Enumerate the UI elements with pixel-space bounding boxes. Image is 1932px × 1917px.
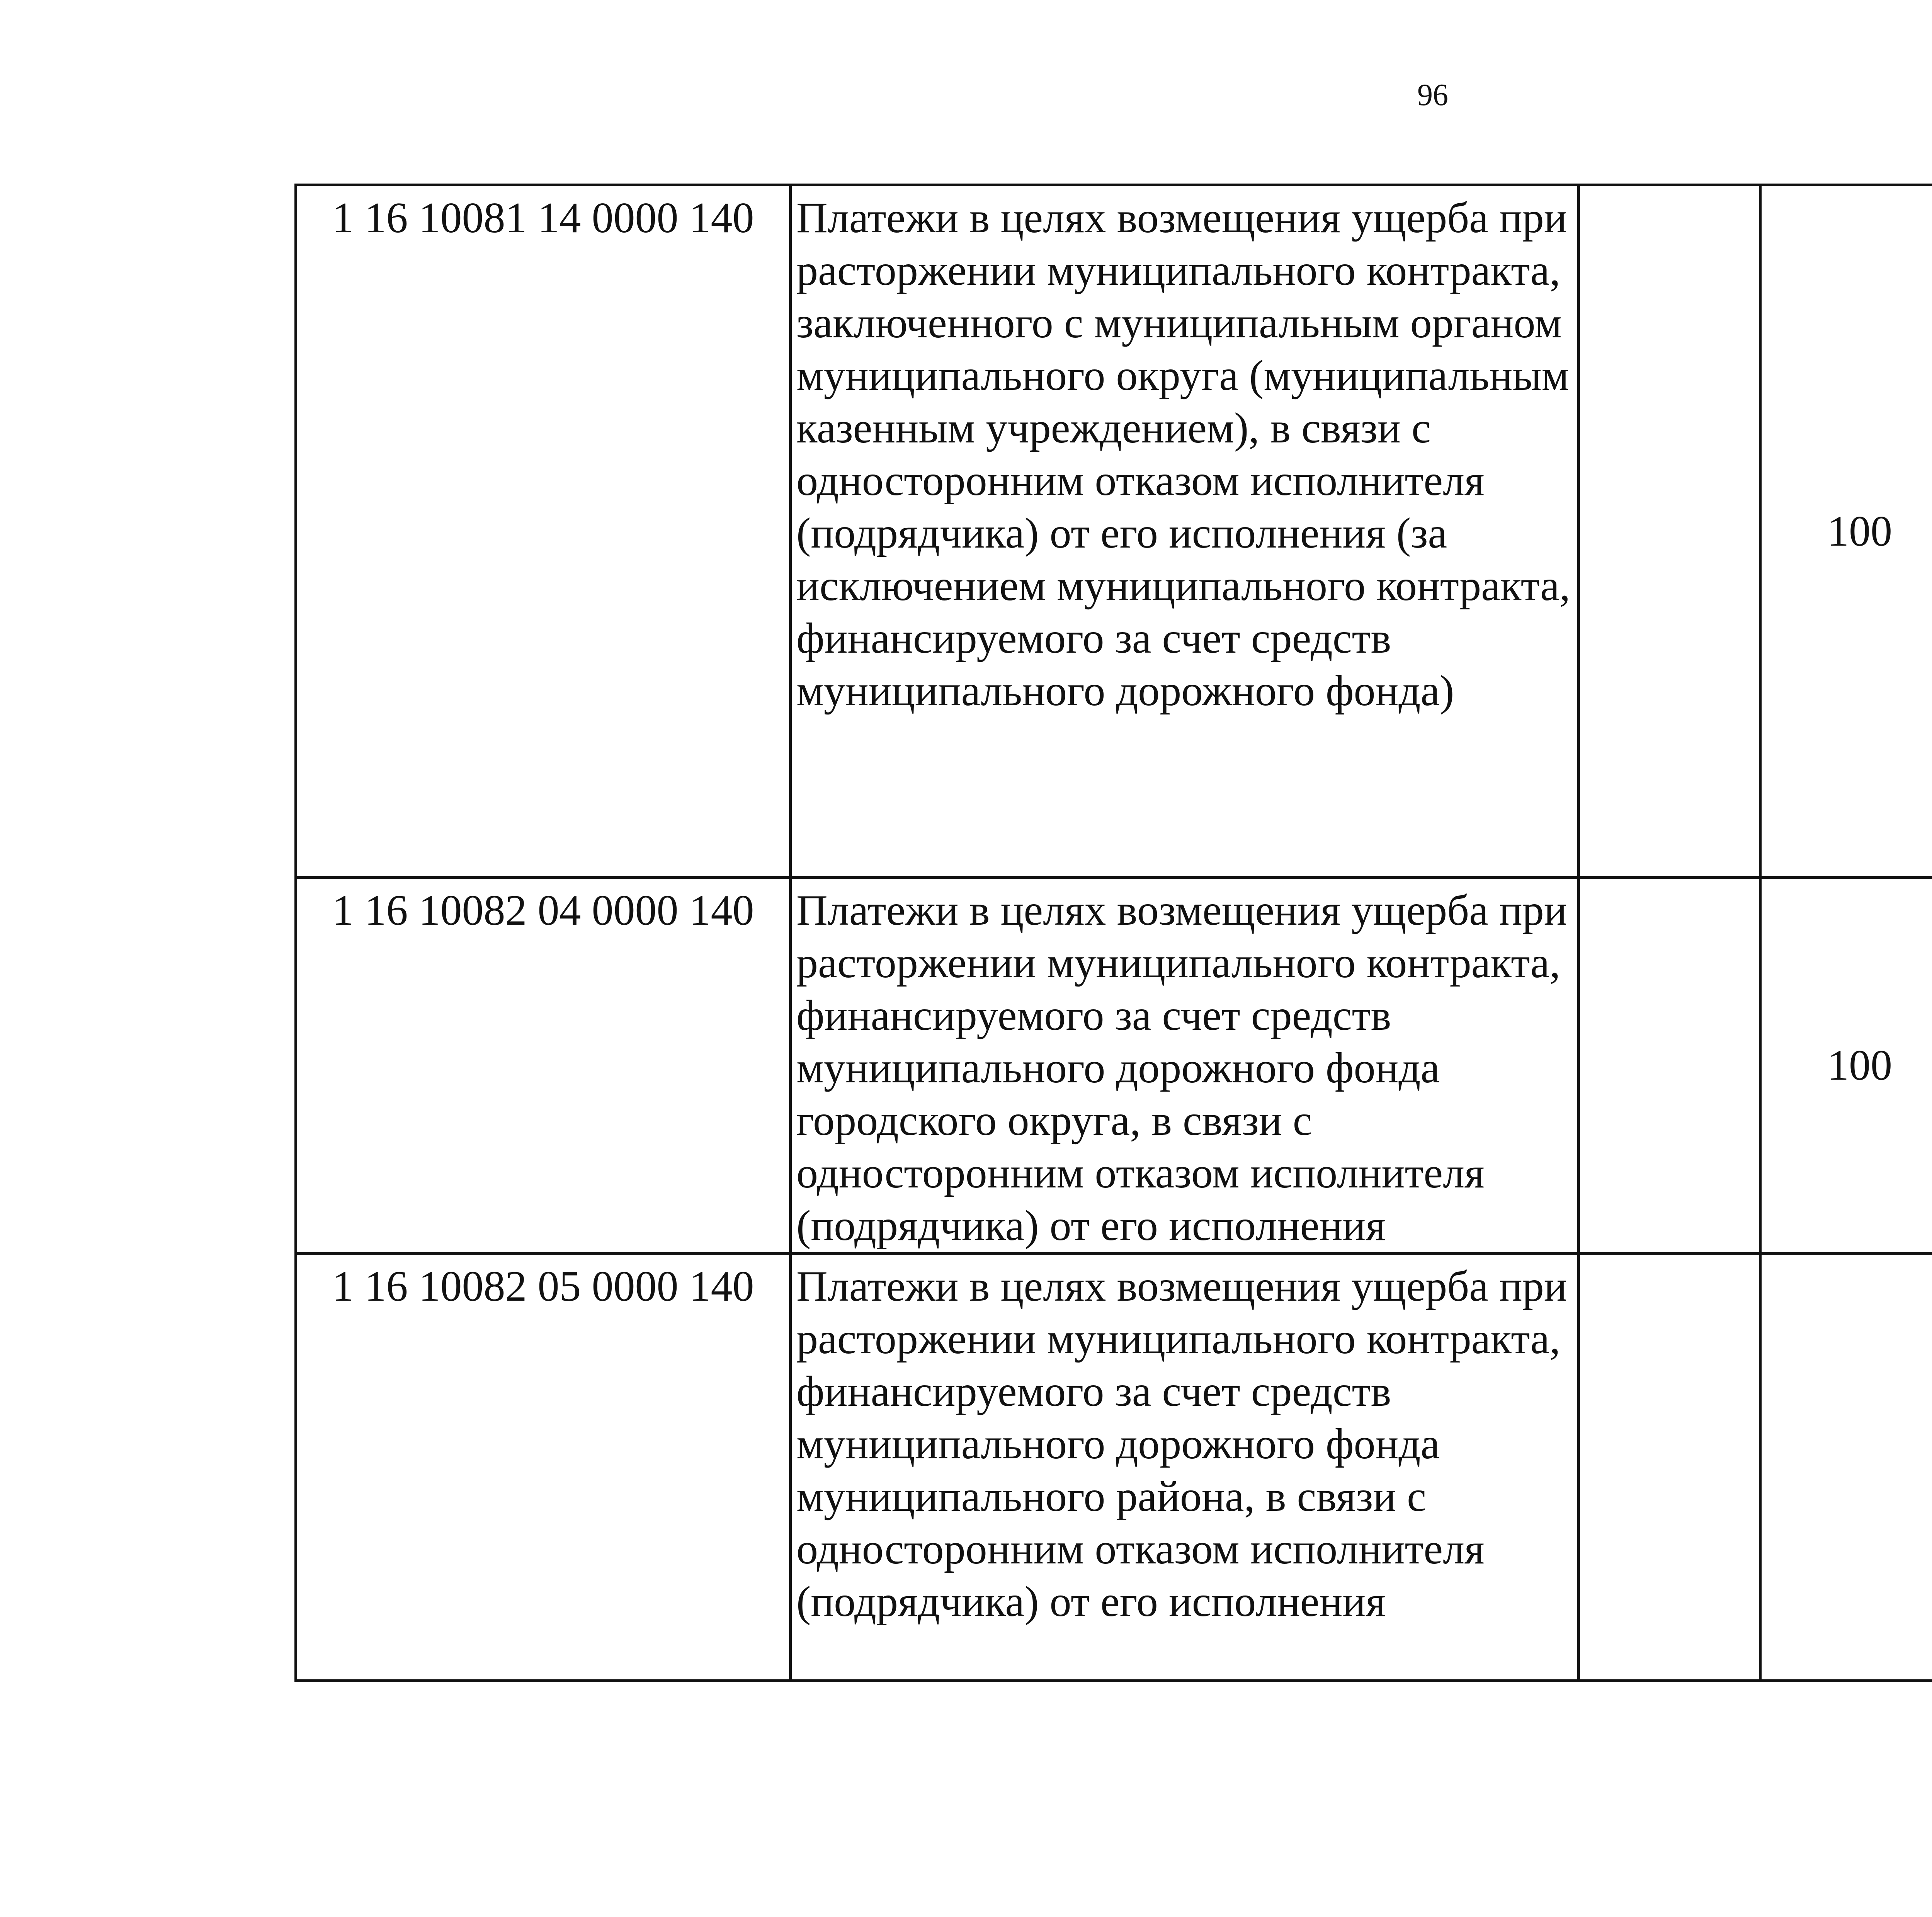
revenue-name-line: Платежи в целях возмещения ущерба при (796, 886, 1567, 934)
revenue-name-line: односторонним отказом исполнителя (796, 1149, 1485, 1197)
revenue-name-line: финансируемого за счет средств (796, 992, 1391, 1039)
revenue-name-line: финансируемого за счет средств (796, 1368, 1391, 1415)
revenue-name-line: муниципального дорожного фонда (796, 1420, 1440, 1468)
percent-cell (1579, 878, 1760, 1254)
revenue-name-line: (подрядчика) от его исполнения (за (796, 509, 1447, 557)
revenue-name-line: (подрядчика) от его исполнения (796, 1578, 1386, 1626)
table-row (296, 878, 1932, 1254)
revenue-name-line: муниципального дорожного фонда (796, 1044, 1440, 1092)
revenue-name-line: казенным учреждением), в связи с (796, 404, 1431, 452)
revenue-name-line: расторжении муниципального контракта, (796, 1315, 1561, 1363)
revenue-name-line: муниципального округа (муниципальным (796, 352, 1569, 400)
percent-cell: 100 (1760, 185, 1932, 878)
revenue-name (791, 878, 1579, 1254)
percent-cell (1760, 1254, 1932, 1681)
revenue-name-line: городского округа, в связи с (796, 1097, 1312, 1145)
revenue-name (791, 185, 1579, 878)
percent-cell (1579, 185, 1760, 878)
revenue-name-line: (подрядчика) от его исполнения (796, 1202, 1386, 1250)
revenue-name-line: финансируемого за счет средств (796, 614, 1391, 662)
budget-classification-code: 1 16 10082 04 0000 140 (296, 878, 791, 1254)
revenue-name-line: расторжении муниципального контракта, (796, 247, 1561, 294)
revenue-name-line: Платежи в целях возмещения ущерба при (796, 194, 1567, 242)
revenue-name-line: расторжении муниципального контракта, (796, 939, 1561, 987)
revenue-name (791, 1254, 1579, 1681)
revenue-name-line: исключением муниципального контракта, (796, 562, 1570, 610)
revenue-name-line: муниципального дорожного фонда) (796, 667, 1454, 715)
revenue-name-line: заключенного с муниципальным органом (796, 299, 1562, 347)
revenue-name-line: односторонним отказом исполнителя (796, 1525, 1485, 1573)
revenue-name-line: односторонним отказом исполнителя (796, 457, 1485, 505)
revenue-allocation-table (294, 184, 1932, 1682)
page-number: 96 (1417, 78, 1448, 112)
revenue-name-line: Платежи в целях возмещения ущерба при (796, 1262, 1567, 1310)
percent-cell: 100 (1760, 878, 1932, 1254)
table-row (296, 185, 1932, 878)
budget-classification-code: 1 16 10082 05 0000 140 (296, 1254, 791, 1681)
revenue-name-line: муниципального района, в связи с (796, 1473, 1427, 1521)
table-row (296, 1254, 1932, 1681)
budget-classification-code: 1 16 10081 14 0000 140 (296, 185, 791, 878)
percent-cell (1579, 1254, 1760, 1681)
